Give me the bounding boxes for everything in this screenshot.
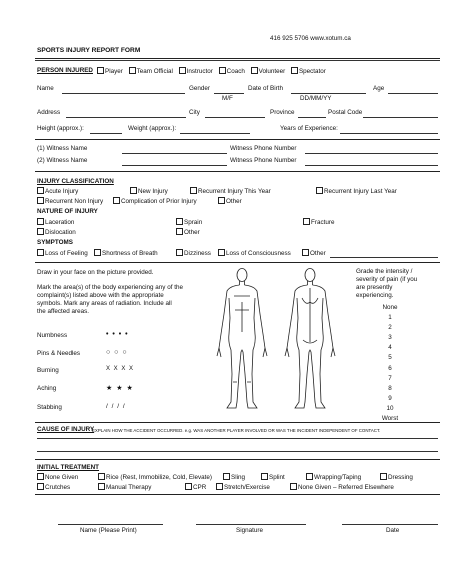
form-title: SPORTS INJURY REPORT FORM <box>37 47 141 54</box>
mark-instruction-1: Mark the area(s) of the body experiencing any of the <box>37 284 183 291</box>
mf-hint: M/F <box>222 95 233 102</box>
signature-label: Signature <box>236 527 263 534</box>
treatment-rice[interactable]: Rice (Rest, Immobilize, Cold, Elevate) <box>98 473 212 482</box>
pain-scale-2[interactable]: 2 <box>388 324 392 332</box>
pain-scale-10[interactable]: 10 <box>386 404 394 412</box>
height-label: Height (approx.): <box>37 125 84 132</box>
gender-field[interactable] <box>214 93 244 94</box>
pain-scale-none[interactable]: None <box>382 304 398 311</box>
witness2-name-field[interactable] <box>122 165 227 166</box>
grade-instruction-1: Grade the intensity / <box>356 268 413 275</box>
treatment-sling[interactable]: Sling <box>223 473 245 482</box>
city-label: City <box>189 109 200 116</box>
role-team-official-checkbox[interactable]: Team Official <box>129 67 173 76</box>
pain-scale-5[interactable]: 5 <box>388 354 392 362</box>
cause-field-line-1[interactable] <box>37 438 438 439</box>
pain-scale-9[interactable]: 9 <box>388 394 392 402</box>
symptoms-title: SYMPTOMS <box>37 239 73 246</box>
body-diagram-figures[interactable] <box>210 262 345 420</box>
cause-instruction: EXPLAIN HOW THE ACCIDENT OCCURRED. e.g. WAS ANOTHER PLAYER INVOLVED OR WAS THE INCIDENT INDEPENDENT OF CONTACT. <box>92 427 381 433</box>
grade-instruction-2: severity of pain (if you <box>356 276 418 283</box>
divider <box>35 494 440 495</box>
legend-numbness-label: Numbness <box>37 332 68 339</box>
classification-title: INJURY CLASSIFICATION <box>37 178 114 185</box>
pain-scale-6[interactable]: 6 <box>388 364 392 372</box>
classification-row1-recurrent-this-year[interactable]: Recurrent Injury This Year <box>190 187 271 196</box>
witness2-label: (2) Witness Name <box>37 157 88 164</box>
experience-label: Years of Experience: <box>280 125 338 132</box>
witness1-phone-label: Witness Phone Number <box>230 145 297 152</box>
grade-instruction-4: experiencing. <box>356 292 394 299</box>
divider <box>35 139 440 140</box>
symptom-other[interactable]: Other <box>302 249 326 258</box>
grade-instruction-3: are presently <box>356 284 393 291</box>
mark-instruction-2: complaint(s) listed above with the appropriate <box>37 292 164 299</box>
treatment-cpr[interactable]: CPR <box>185 483 206 492</box>
province-label: Province <box>270 109 295 116</box>
address-label: Address <box>37 109 61 116</box>
classification-row1-recurrent-last-year[interactable]: Recurrent Injury Last Year <box>316 187 397 196</box>
front-body-figure <box>217 269 267 409</box>
person-injured-label: PERSON INJURED <box>37 67 93 74</box>
legend-burning-symbol: X X X X <box>106 366 135 372</box>
classification-row2-other[interactable]: Other <box>218 197 242 206</box>
pain-scale-7[interactable]: 7 <box>388 374 392 382</box>
nature-dislocation-checkbox[interactable]: Dislocation <box>37 228 76 237</box>
symptom-other-field[interactable] <box>330 257 438 258</box>
address-field[interactable] <box>66 117 186 118</box>
pain-scale[interactable] <box>375 303 405 424</box>
legend-numbness-symbol: • • • • <box>106 331 129 338</box>
postal-label: Postal Code <box>328 109 363 116</box>
classification-row2-complication[interactable]: Complication of Prior Injury <box>113 197 197 206</box>
back-body-figure <box>285 269 335 409</box>
province-field[interactable] <box>298 117 326 118</box>
classification-row1-acute[interactable]: Acute Injury <box>37 187 78 196</box>
witness1-label: (1) Witness Name <box>37 145 88 152</box>
classification-row2-recurrent-non[interactable]: Recurrent Non Injury <box>37 197 103 206</box>
cause-field-line-2[interactable] <box>37 451 438 452</box>
date-format-hint: DD/MM/YY <box>300 95 332 102</box>
witness2-phone-label: Witness Phone Number <box>230 157 297 164</box>
age-label: Age <box>373 85 385 92</box>
treatment-wrapping[interactable]: Wrapping/Taping <box>306 473 361 482</box>
treatment-none-given[interactable]: None Given <box>37 473 78 482</box>
divider <box>35 60 440 61</box>
nature-laceration-checkbox[interactable]: Laceration <box>37 218 74 227</box>
pain-scale-8[interactable]: 8 <box>388 384 392 392</box>
city-field[interactable] <box>205 117 265 118</box>
divider <box>35 171 440 172</box>
name-field[interactable] <box>62 93 185 94</box>
postal-field[interactable] <box>363 117 438 118</box>
legend-burning-label: Burning <box>37 367 59 374</box>
date-label: Date <box>386 527 400 534</box>
treatment-crutches[interactable]: Crutches <box>37 483 70 492</box>
treatment-manual-therapy[interactable]: Manual Therapy <box>98 483 151 492</box>
divider <box>35 422 440 423</box>
witness2-phone-field[interactable] <box>305 165 438 166</box>
symptom-loss-of-feeling[interactable]: Loss of Feeling <box>37 249 88 258</box>
mark-instruction-3: symbols. Mark any areas of radiation. Include all <box>37 300 172 307</box>
role-volunteer-checkbox[interactable]: Volunteer <box>251 67 286 76</box>
role-player-checkbox[interactable]: Player <box>97 67 123 76</box>
nature-sprain-checkbox[interactable]: Sprain <box>176 218 202 227</box>
mark-instruction-4: the affected areas. <box>37 308 90 315</box>
name-label: Name <box>37 85 54 92</box>
treatment-referred[interactable]: None Given – Referred Elsewhere <box>290 483 394 492</box>
pain-scale-1[interactable]: 1 <box>388 314 392 322</box>
print-name-label: Name (Please Print) <box>80 527 137 534</box>
treatment-splint[interactable]: Splint <box>261 473 285 482</box>
classification-row1-new[interactable]: New Injury <box>130 187 168 196</box>
dob-field[interactable] <box>291 93 366 94</box>
weight-field[interactable] <box>180 133 250 134</box>
role-instructor-checkbox[interactable]: Instructor <box>179 67 213 76</box>
role-coach-checkbox[interactable]: Coach <box>219 67 245 76</box>
legend-aching-label: Aching <box>37 385 57 392</box>
treatment-stretch[interactable]: Stretch/Exercise <box>216 483 270 492</box>
pain-scale-4[interactable]: 4 <box>388 344 392 352</box>
divider <box>35 459 440 460</box>
legend-pins-label: Pins & Needles <box>37 350 81 357</box>
witness1-name-field[interactable] <box>122 153 227 154</box>
legend-pins-symbol: ○ ○ ○ <box>106 349 128 356</box>
nature-title: NATURE OF INJURY <box>37 208 98 215</box>
legend-stabbing-label: Stabbing <box>37 404 62 411</box>
symptom-shortness-of-breath[interactable]: Shortness of Breath <box>94 249 158 258</box>
signature-field[interactable] <box>196 524 306 525</box>
gender-label: Gender <box>189 85 211 92</box>
contact-info: 416 925 5706 www.xotum.ca <box>270 35 351 42</box>
age-field[interactable] <box>388 93 438 94</box>
legend-stabbing-symbol: / / / / <box>106 403 126 410</box>
experience-field[interactable] <box>340 133 438 134</box>
symptom-dizziness[interactable]: Dizziness <box>176 249 211 258</box>
symptom-loss-of-consciousness[interactable]: Loss of Consciousness <box>218 249 291 258</box>
cause-label: CAUSE OF INJURY <box>37 426 95 433</box>
witness1-phone-field[interactable] <box>305 153 438 154</box>
nature-other-checkbox[interactable]: Other <box>176 228 200 237</box>
weight-label: Weight (approx.): <box>128 125 177 132</box>
treatment-title: INITIAL TREATMENT <box>37 464 100 471</box>
nature-fracture-checkbox[interactable]: Fracture <box>303 218 334 227</box>
pain-scale-3[interactable]: 3 <box>388 334 392 342</box>
divider <box>35 58 440 59</box>
draw-instruction: Draw in your face on the picture provided. <box>37 269 154 276</box>
height-field[interactable] <box>90 133 122 134</box>
print-name-field[interactable] <box>58 524 163 525</box>
role-spectator-checkbox[interactable]: Spectator <box>291 67 326 76</box>
date-field[interactable] <box>342 524 438 525</box>
pain-scale-worst[interactable]: Worst <box>381 415 399 423</box>
legend-aching-symbol: ★ ★ ★ <box>106 385 134 392</box>
role-options <box>97 67 330 76</box>
dob-label: Date of Birth <box>248 85 283 92</box>
treatment-dressing[interactable]: Dressing <box>380 473 413 482</box>
